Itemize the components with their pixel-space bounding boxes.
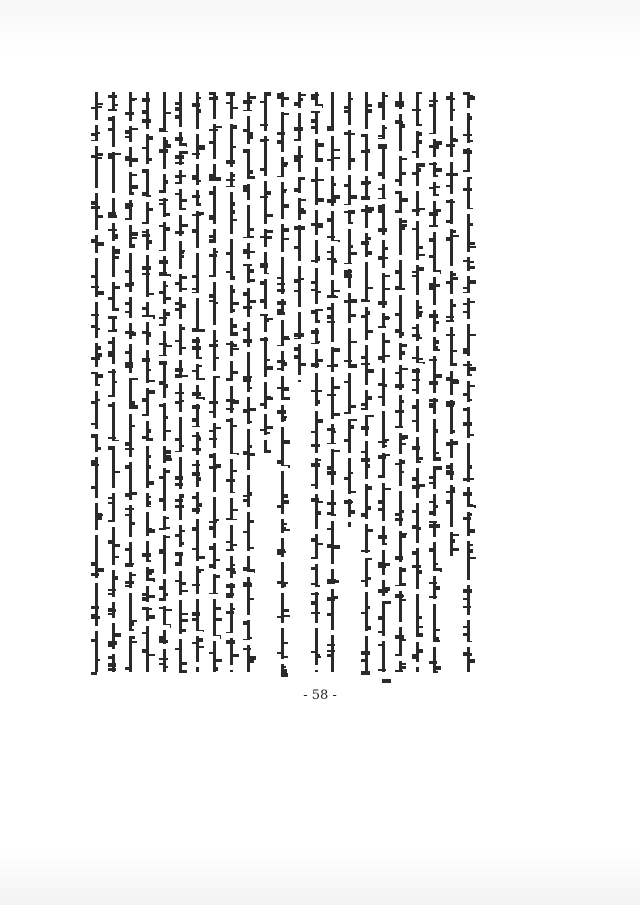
text-column (105, 92, 122, 672)
column-glyphs (281, 92, 284, 672)
text-column (308, 92, 325, 672)
column-glyphs (331, 92, 334, 672)
page-number: - 58 - (303, 688, 337, 703)
column-glyphs (146, 92, 149, 672)
column-glyphs (433, 92, 436, 672)
column-glyphs (163, 92, 166, 672)
column-glyphs (196, 92, 199, 672)
column-glyphs (179, 92, 182, 672)
text-column (358, 92, 375, 672)
column-glyphs (213, 92, 216, 672)
text-column (88, 92, 105, 672)
text-column (443, 92, 460, 672)
column-glyphs (298, 92, 301, 382)
column-glyphs (129, 92, 132, 672)
text-column (189, 92, 206, 672)
column-glyphs (450, 92, 453, 556)
text-column (409, 92, 426, 672)
column-glyphs (399, 92, 402, 672)
text-column (257, 92, 274, 672)
column-glyphs (230, 92, 233, 672)
text-column (291, 92, 308, 672)
mongolian-text-block (88, 92, 558, 672)
text-column (240, 92, 257, 672)
column-glyphs (467, 92, 470, 672)
text-column (460, 92, 477, 672)
column-glyphs (112, 92, 115, 672)
column-glyphs (416, 92, 419, 672)
column-glyphs (315, 92, 318, 672)
text-column (375, 92, 392, 672)
text-column (392, 92, 409, 672)
text-column (156, 92, 173, 672)
text-column (122, 92, 139, 672)
text-column (172, 92, 189, 672)
column-glyphs (348, 92, 351, 527)
column-glyphs (382, 92, 385, 672)
text-column (341, 92, 358, 672)
column-glyphs (365, 92, 368, 672)
column-glyphs (264, 92, 267, 452)
text-column (206, 92, 223, 672)
text-column (139, 92, 156, 672)
text-column (274, 92, 291, 672)
text-column (426, 92, 443, 672)
column-glyphs (95, 92, 98, 672)
text-column (324, 92, 341, 672)
text-column (223, 92, 240, 672)
column-glyphs (247, 92, 250, 672)
